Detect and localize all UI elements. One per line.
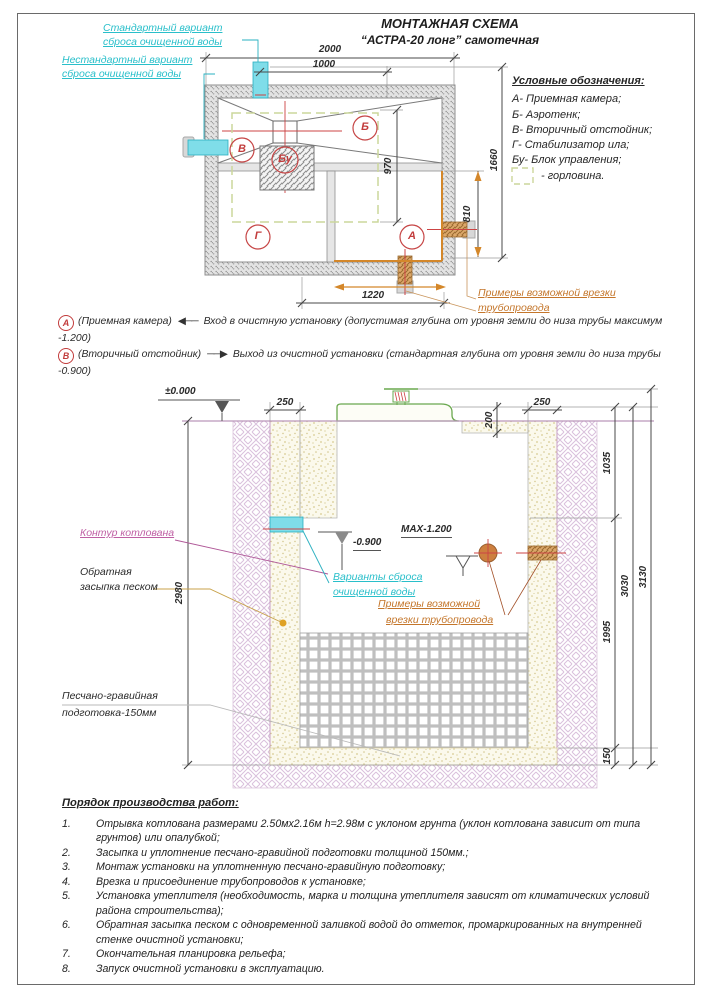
chamber-label-g: Г bbox=[254, 230, 262, 242]
work-order-item: 5. Установка утеплителя (необходимость, марка и толщина утеплителя зависят от климатических условий района строительства); bbox=[62, 890, 650, 917]
pit-contour-label: Контур котлована bbox=[80, 527, 175, 539]
legend-item-g: Г- Стабилизатор ила; bbox=[512, 139, 630, 151]
tank-grid-zone bbox=[300, 633, 528, 748]
tank-lid bbox=[337, 404, 459, 421]
work-order-item: 7. Окончательная планировка рельефа; bbox=[62, 948, 286, 960]
callout-outlet bbox=[58, 347, 672, 379]
callout-inlet-name: (Приемная камера) bbox=[78, 316, 172, 327]
gravel-bedding bbox=[270, 748, 557, 765]
dim-1035: 1035 bbox=[602, 451, 613, 475]
work-order-item: 3. Монтаж установки на уплотненную песчано-гравийную подготовку; bbox=[62, 861, 446, 873]
backfill-label-1: Обратная bbox=[80, 566, 132, 578]
dim-250-right: 250 bbox=[533, 397, 551, 408]
legend-item-b: Б- Аэротенк; bbox=[512, 109, 581, 121]
callout-inlet-marker: А bbox=[58, 315, 74, 331]
dim-1995: 1995 bbox=[602, 620, 613, 644]
work-order-item: 1. Отрывка котлована размерами 2.50мх2.16м h=2.98м с уклоном грунта (уклон котлована зависит от типа грунтов) или опалубкой; bbox=[62, 817, 641, 844]
dim-200: 200 bbox=[484, 411, 495, 429]
work-order-item: 8. Запуск очистной установки в эксплуатацию. bbox=[62, 962, 325, 975]
plan-view bbox=[183, 40, 508, 311]
level-max-label: MAX-1.200 bbox=[401, 524, 452, 538]
plan-pipe-note-2: трубопровода bbox=[478, 302, 550, 314]
bedding-label-2: подготовка-150мм bbox=[62, 707, 157, 719]
callout-outlet-name: (Вторичный отстойник) bbox=[78, 349, 202, 360]
page-title: МОНТАЖНАЯ СХЕМА bbox=[381, 16, 519, 31]
left-arrow-icon: ◀── bbox=[177, 316, 198, 327]
chamber-label-bu: Бу bbox=[278, 153, 292, 165]
dim-1660: 1660 bbox=[489, 148, 500, 172]
chamber-label-b: Б bbox=[361, 121, 369, 133]
callout-outlet-marker: В bbox=[58, 348, 74, 364]
nonstandard-discharge-label-1: Нестандартный вариант bbox=[62, 54, 193, 66]
legend-item-bu: Бу- Блок управления; bbox=[512, 154, 622, 166]
standard-label-leader bbox=[242, 40, 258, 62]
chamber-label-v: В bbox=[238, 143, 246, 155]
right-arrow-icon: ──▶ bbox=[207, 349, 227, 360]
discharge-options-label-2: очищенной воды bbox=[333, 586, 416, 598]
chamber-label-a: А bbox=[408, 230, 416, 242]
work-order-heading: Порядок производства работ: bbox=[62, 797, 239, 809]
level-zero-label: ±0.000 bbox=[165, 386, 196, 397]
section-pipe-note-1: Примеры возможной bbox=[378, 598, 481, 610]
level-triangle-zero bbox=[215, 401, 229, 413]
work-order-item: 2. Засыпка и уплотнение песчано-гравийной подготовки толщиной 150мм.; bbox=[62, 846, 469, 859]
dim-970: 970 bbox=[383, 157, 394, 175]
neck-legend-square bbox=[512, 168, 533, 184]
inner-wall-horizontal bbox=[218, 163, 442, 171]
callout-inlet-text: Вход в очистную установку (допустимая глубина от уровня земли до низа трубы максимум -1.200) bbox=[58, 316, 663, 344]
callout-inlet bbox=[58, 314, 672, 346]
dim-250-left: 250 bbox=[276, 397, 294, 408]
section-pipe-note-2: врезки трубопровода bbox=[386, 614, 494, 626]
nonstandard-discharge-label-2: сброса очищенной воды bbox=[62, 68, 182, 80]
outlet-pipe-section bbox=[270, 517, 303, 532]
nonstandard-outlet-pipe bbox=[188, 140, 228, 155]
work-order bbox=[62, 796, 658, 976]
level-0900-label: -0.900 bbox=[353, 537, 381, 551]
legend-item-a: А- Приемная камера; bbox=[512, 93, 622, 105]
legend-item-neck: - горловина. bbox=[541, 170, 605, 182]
dim-150: 150 bbox=[602, 747, 613, 765]
work-order-item: 4. Врезка и присоединение трубопроводов к установке; bbox=[62, 875, 366, 888]
dim-2980: 2980 bbox=[174, 581, 185, 605]
dim-3030: 3030 bbox=[620, 574, 631, 598]
dim-3130: 3130 bbox=[638, 565, 649, 589]
discharge-options-label-1: Варианты сброса bbox=[333, 571, 423, 583]
backfill-leader-dot bbox=[280, 620, 287, 627]
bedding-label-1: Песчано-гравийная bbox=[62, 690, 158, 702]
dim-1220: 1220 bbox=[361, 290, 385, 301]
dim-810: 810 bbox=[462, 205, 473, 223]
callout-outlet-text: Выход из очистной установки (стандартная глубина от уровня земли до низа трубы -0.900) bbox=[58, 349, 661, 377]
plan-pipe-note-1: Примеры возможной врезки bbox=[478, 287, 616, 299]
legend-header: Условные обозначения: bbox=[512, 75, 645, 87]
dim-1000: 1000 bbox=[312, 59, 336, 70]
dim-2000: 2000 bbox=[318, 44, 342, 55]
standard-discharge-label-2: сброса очищенной воды bbox=[103, 36, 223, 48]
page-subtitle: “АСТРА-20 лонг” самотечная bbox=[360, 33, 540, 47]
legend-item-v: В- Вторичный отстойник; bbox=[512, 124, 653, 136]
standard-discharge-label-1: Стандартный вариант bbox=[103, 22, 223, 34]
inner-wall-vertical bbox=[327, 171, 335, 262]
standard-outlet-pipe bbox=[253, 62, 268, 98]
backfill-label-2: засыпка песком bbox=[80, 581, 158, 593]
work-order-item: 6. Обратная засыпка песком с одновременной заливкой водой до отметок, промаркированных на внутренней стенке очистной установки; bbox=[62, 919, 642, 946]
